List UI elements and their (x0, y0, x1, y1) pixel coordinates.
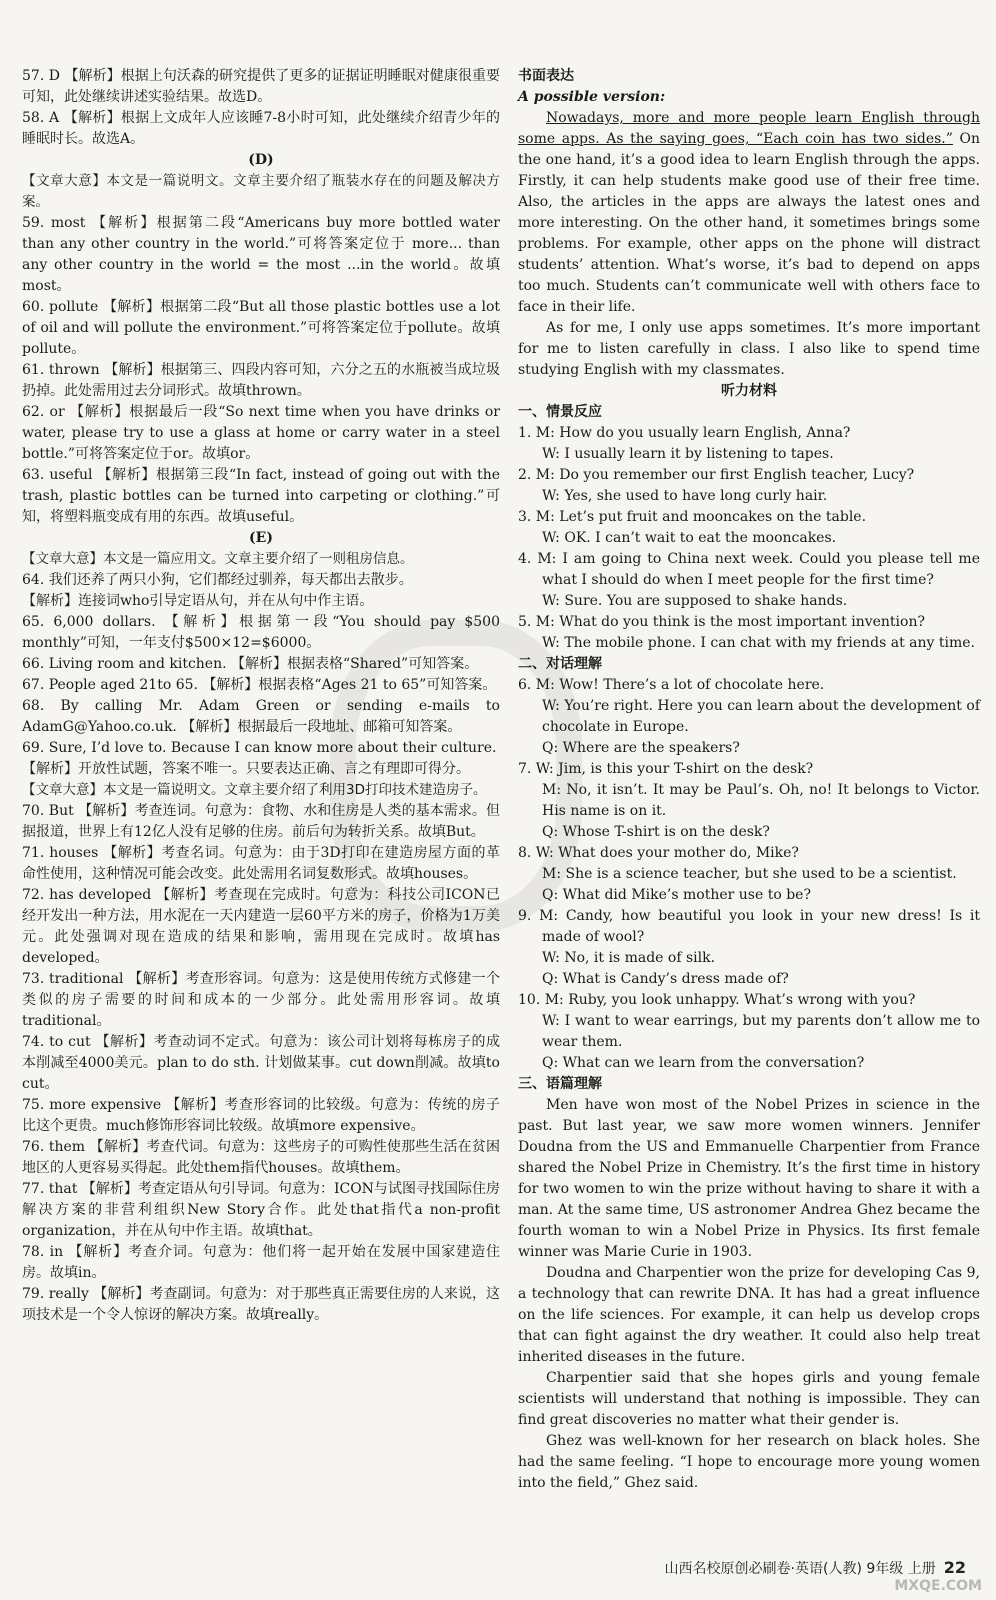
dialog2-8-question: Q: What did Mike’s mother use to be? (542, 887, 811, 903)
dialog2-7-question: Q: Whose T-shirt is on the desk? (542, 824, 770, 840)
section-e-title: (E) (249, 530, 273, 546)
answer-59: 59. most 【解析】根据第二段“Americans buy more bottled water than any other country in the world.”可将答案定位于 more... than any other country in the world = the most ...in the world。故填most。 (22, 215, 500, 294)
answer-73: 73. traditional 【解析】考查形容词。句意为：这是使用传统方式修建一个类似的房子需要的时间和成本的一少部分。此处需用形容词。故填traditional。 (22, 971, 500, 1029)
answer-65: 65. 6,000 dollars. 【解析】根据第一段“You should pay $500 monthly”可知，一年支付$500×12=$6000。 (22, 614, 500, 651)
passage-paragraph-3: Charpentier said that she hopes girls and young female scientists will understand that nothing is impossible. They can find great discoveries no matter what their gender is. (518, 1370, 980, 1428)
answer-76: 76. them 【解析】考查代词。句意为：这些房子的可购性使那些生活在贫困地区的人更容易买得起。此处them指代houses。故填them。 (22, 1139, 500, 1176)
answer-64-analysis: 【解析】连接词who引导定语从句，并在从句中作主语。 (22, 593, 374, 609)
answer-62: 62. or 【解析】根据最后一段“So next time when you have drinks or water, please try to use a glass at home or carry water in a steel bottle.”可将答案定位于or。故填or。 (22, 404, 500, 462)
dialog1-q3: 3. M: Let’s put fruit and mooncakes on the table. (518, 509, 867, 525)
right-column (518, 66, 980, 1494)
answer-69: 69. Sure, I’d love to. Because I can know more about their culture. (22, 740, 497, 756)
summary-f: 【文章大意】本文是一篇说明文。文章主要介绍了利用3D打印技术建造房子。 (22, 782, 487, 798)
answer-60: 60. pollute 【解析】根据第二段“But all those plastic bottles use a lot of oil and will pollute the environment.”可将答案定位于pollute。故填pollute。 (22, 299, 500, 357)
passage-paragraph-1: Men have won most of the Nobel Prizes in science in the past. But last year, we saw more women winners. Jennifer Doudna from the US and Emmanuelle Charpentier from France shared the Nobel Prize in Chemistry. It’s the first time in history for two women to win the prize without having to share it with a man. At the same time, US astronomer Andrea Ghez became the fourth woman to win a Nobel Prize in Physics. Its first female winner was Marie Curie in 1903. (518, 1097, 980, 1260)
answer-71: 71. houses 【解析】考查名词。句意为：由于3D打印在建造房屋方面的革命性使用，这种情况可能会改变。此处需用名词复数形式。故填houses。 (22, 845, 500, 882)
corner-watermark-logo: MXQE.COM (894, 1578, 982, 1594)
dialog1-a2: W: Yes, she used to have long curly hair. (542, 488, 828, 504)
answer-75: 75. more expensive 【解析】考查形容词的比较级。句意为：传统的房子比这个更贵。much修饰形容词比较级。故填more expensive。 (22, 1097, 500, 1134)
dialog1-a4: W: Sure. You are supposed to shake hands. (542, 593, 848, 609)
answer-63: 63. useful 【解析】根据第三段“In fact, instead of going out with the trash, plastic bottles can be turned into carpeting or clothing.”可知，将塑料瓶变成有用的东西。故填useful。 (22, 467, 500, 525)
dialog1-q4: 4. M: I am going to China next week. Could you please tell me what I should do when I meet people for the first time? (518, 551, 980, 588)
essay-paragraph-2: As for me, I only use apps sometimes. It’s more important for me to listen carefully in class. I also like to spend time studying English with my classmates. (518, 320, 980, 378)
answer-70: 70. But 【解析】考查连词。句意为：食物、水和住房是人类的基本需求。但据报道，世界上有12亿人没有足够的住房。前后句为转折关系。故填But。 (22, 803, 500, 840)
dialog2-6-line1: 6. M: Wow! There’s a lot of chocolate here. (518, 677, 825, 693)
section-1-title: 一、情景反应 (518, 404, 602, 420)
page-footer (665, 1558, 966, 1578)
answer-61: 61. thrown 【解析】根据第三、四段内容可知，六分之五的水瓶被当成垃圾扔掉。此处需用过去分词形式。故填thrown。 (22, 362, 500, 399)
section-3-title: 三、语篇理解 (518, 1076, 602, 1092)
writing-title: 书面表达 (518, 68, 574, 84)
dialog2-10-line2: W: I want to wear earrings, but my parents don’t allow me to wear them. (542, 1013, 980, 1050)
dialog2-9-question: Q: What is Candy’s dress made of? (542, 971, 789, 987)
dialog1-a1: W: I usually learn it by listening to tapes. (542, 446, 834, 462)
dialog1-a5: W: The mobile phone. I can chat with my friends at any time. (542, 635, 976, 651)
dialog1-q2: 2. M: Do you remember our first English teacher, Lucy? (518, 467, 915, 483)
dialog2-7-line2: M: No, it isn’t. It may be Paul’s. Oh, no! It belongs to Victor. His name is on it. (542, 782, 980, 819)
dialog2-6-line2: W: You’re right. Here you can learn about the development of chocolate in Europe. (542, 698, 980, 735)
dialog2-6-question: Q: Where are the speakers? (542, 740, 740, 756)
dialog2-8-line2: M: She is a science teacher, but she used to be a scientist. (542, 866, 957, 882)
essay-paragraph-1 (518, 108, 980, 318)
essay-underlined: Nowadays, more and more people learn English through some apps. As the saying goes, “Each coin has two sides.” (518, 110, 980, 147)
dialog2-9-line2: W: No, it is made of silk. (542, 950, 716, 966)
summary-e: 【文章大意】本文是一篇应用文。文章主要介绍了一则租房信息。 (22, 551, 414, 567)
footer-text: 山西名校原创必刷卷·英语(人教) 9年级 上册 (664, 1561, 936, 1577)
dialog2-9-line1: 9. M: Candy, how beautiful you look in your new dress! Is it made of wool? (518, 908, 980, 945)
answer-72: 72. has developed 【解析】考查现在完成时。句意为：科技公司ICON已经开发出一种方法，用水泥在一天内建造一层60平方米的房子，价格为1万美元。此处强调对现在造成的结果和影响，需用现在完成时。故填has developed。 (22, 887, 500, 966)
answer-58: 58. A 【解析】根据上文成年人应该睡7-8小时可知，此处继续介绍青少年的睡眠时长。故选A。 (22, 110, 500, 147)
left-column (22, 66, 500, 1326)
dialog2-10-line1: 10. M: Ruby, you look unhappy. What’s wrong with you? (518, 992, 916, 1008)
answer-78: 78. in 【解析】考查介词。句意为：他们将一起开始在发展中国家建造住房。故填in。 (22, 1244, 500, 1281)
answer-79: 79. really 【解析】考查副词。句意为：对于那些真正需要住房的人来说，这项技术是一个令人惊讶的解决方案。故填really。 (22, 1286, 500, 1323)
dialog1-q1: 1. M: How do you usually learn English, Anna? (518, 425, 851, 441)
dialog1-q5: 5. M: What do you think is the most important invention? (518, 614, 925, 630)
answer-67: 67. People aged 21to 65. 【解析】根据表格“Ages 21 to 65”可知答案。 (22, 677, 497, 693)
dialog2-8-line1: 8. W: What does your mother do, Mike? (518, 845, 799, 861)
listening-title: 听力材料 (721, 383, 777, 399)
answer-57: 57. D 【解析】根据上句沃森的研究提供了更多的证据证明睡眠对健康很重要可知，此处继续讲述实验结果。故选D。 (22, 68, 500, 105)
summary-d: 【文章大意】本文是一篇说明文。文章主要介绍了瓶装水存在的问题及解决方案。 (22, 173, 500, 210)
possible-version-label: A possible version: (518, 89, 666, 105)
answer-68: 68. By calling Mr. Adam Green or sending e-mails to AdamG@Yahoo.co.uk. 【解析】根据最后一段地址、邮箱可知答案。 (22, 698, 500, 735)
dialog2-10-question: Q: What can we learn from the conversation? (542, 1055, 865, 1071)
answer-66: 66. Living room and kitchen. 【解析】根据表格“Shared”可知答案。 (22, 656, 479, 672)
dialog2-7-line1: 7. W: Jim, is this your T-shirt on the desk? (518, 761, 814, 777)
section-2-title: 二、对话理解 (518, 656, 602, 672)
answer-69-analysis: 【解析】开放性试题，答案不唯一。只要表达正确、言之有理即可得分。 (22, 761, 470, 777)
dialog1-a3: W: OK. I can’t wait to eat the mooncakes. (542, 530, 837, 546)
answer-64: 64. 我们还养了两只小狗，它们都经过驯养，每天都出去散步。 (22, 572, 413, 588)
essay-rest: On the one hand, it’s a good idea to learn English through the apps. Firstly, it can help students make good use of their free time. Also, the articles in the apps are always the latest ones and more interesting. On the other hand, it sometimes brings some problems. For example, other apps on the phone will distract students’ attention. What’s worse, it’s bad to depend on apps too much. Students can’t communicate well with others face to face in their life. (518, 131, 980, 315)
section-d-title: (D) (248, 152, 274, 168)
answer-74: 74. to cut 【解析】考查动词不定式。句意为：该公司计划将每栋房子的成本削减至4000美元。plan to do sth. 计划做某事。cut down削减。故填to cut。 (22, 1034, 500, 1092)
passage-paragraph-4: Ghez was well-known for her research on black holes. She had the same feeling. “I hope to encourage more young women into the field,” Ghez said. (518, 1433, 980, 1491)
page-number: 22 (943, 1558, 966, 1577)
answer-77: 77. that 【解析】考查定语从句引导词。句意为：ICON与试图寻找国际住房解决方案的非营利组织New Story合作。此处that指代a non-profit organization，并在从句中作主语。故填that。 (22, 1181, 500, 1239)
passage-paragraph-2: Doudna and Charpentier won the prize for developing Cas 9, a technology that can rewrite DNA. It has had a great influence on the life sciences. For example, it can help us develop crops that can fight against the dry weather. It could also help treat inherited diseases in the future. (518, 1265, 980, 1365)
